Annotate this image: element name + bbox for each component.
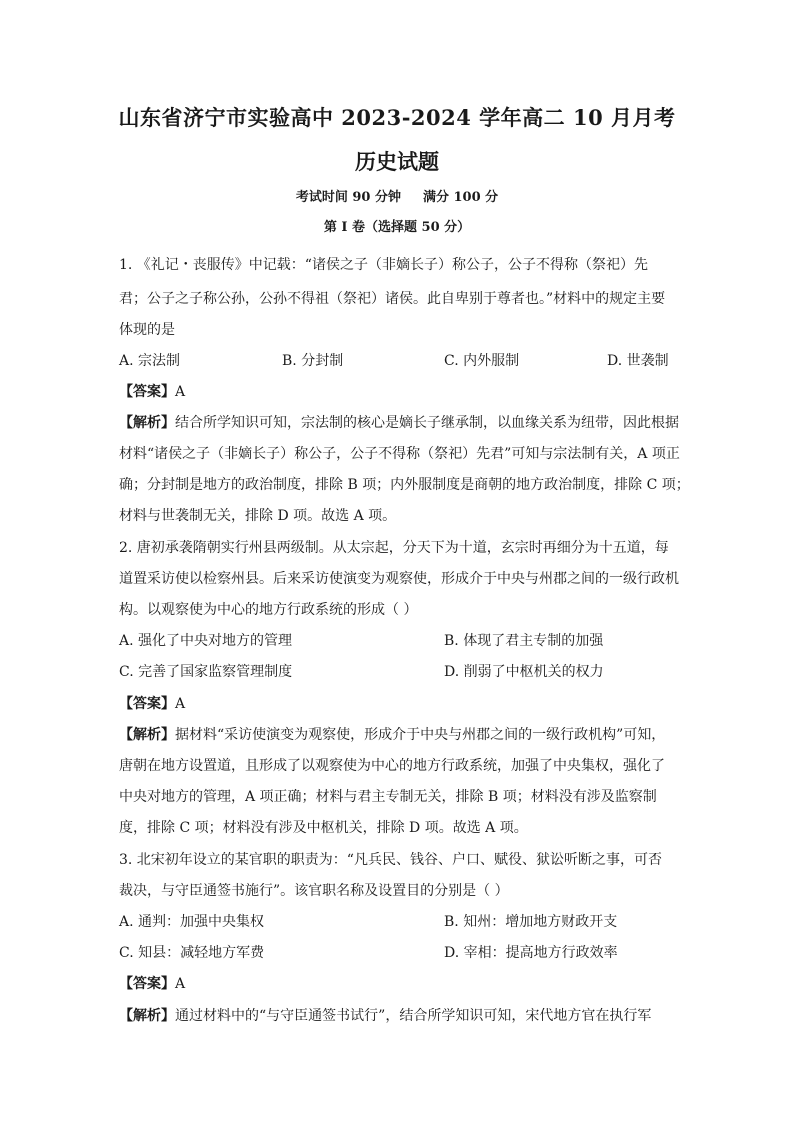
q2-analysis-line: 度，排除 C 项；材料没有涉及中枢机关，排除 D 项。故选 A 项。 xyxy=(119,820,528,836)
q1-option-d: D. 世袭制 xyxy=(607,353,669,369)
q1-analysis-line xyxy=(119,413,679,433)
q2-stem-line: 2. 唐初承袭隋朝实行州县两级制。从太宗起，分天下为十道，玄宗时再细分为十五道，每 xyxy=(119,540,669,556)
q2-option-b: B. 体现了君主专制的加强 xyxy=(444,633,604,649)
exam-title: 山东省济宁市实验高中 2023-2024 学年高二 10 月月考 xyxy=(118,105,676,130)
answer-label: 【答案】 xyxy=(119,696,175,712)
q1-analysis-line: 确；分封制是地方的政治制度，排除 B 项；内外服制度是商朝的地方政治制度，排除 C 项； xyxy=(119,477,690,493)
answer-value: A xyxy=(175,696,186,712)
q2-analysis-line: 中央对地方的管理，A 项正确；材料与君主专制无关，排除 B 项；材料没有涉及监察制 xyxy=(119,789,657,805)
q3-option-a: A. 通判：加强中央集权 xyxy=(119,914,265,930)
q1-option-b: B. 分封制 xyxy=(282,353,344,369)
analysis-label: 【解析】 xyxy=(119,727,175,743)
q2-option-a: A. 强化了中央对地方的管理 xyxy=(119,633,293,649)
q2-option-d: D. 削弱了中枢机关的权力 xyxy=(444,664,604,680)
q2-analysis-line xyxy=(119,725,679,745)
q3-stem-line: 3. 北宋初年设立的某官职的职责为：“凡兵民、钱谷、户口、赋役、狱讼听断之事，可否 xyxy=(119,852,662,868)
exam-time: 考试时间 90 分钟 xyxy=(295,190,401,205)
q2-stem-line: 道置采访使以检察州县。后来采访使演变为观察使，形成介于中央与州郡之间的一级行政机 xyxy=(119,571,679,587)
q3-answer xyxy=(119,974,679,994)
q1-option-c: C. 内外服制 xyxy=(444,353,520,369)
q2-option-c: C. 完善了国家监察管理制度 xyxy=(119,664,293,680)
full-score: 满分 100 分 xyxy=(422,190,499,205)
analysis-label: 【解析】 xyxy=(119,1008,175,1024)
q1-stem-line: 体现的是 xyxy=(119,322,175,338)
q3-option-b: B. 知州：增加地方财政开支 xyxy=(444,914,618,930)
answer-label: 【答案】 xyxy=(119,384,175,400)
exam-subject: 历史试题 xyxy=(355,149,439,174)
q2-stem-line: 构。以观察使为中心的地方行政系统的形成（ ） xyxy=(119,602,418,618)
q1-analysis-line: 材料与世袭制无关，排除 D 项。故选 A 项。 xyxy=(119,508,397,524)
q3-stem-line: 裁决，与守臣通签书施行”。该官职名称及设置目的分别是（ ） xyxy=(119,883,509,899)
q3-analysis-line xyxy=(119,1006,679,1026)
q3-option-c: C. 知县：减轻地方军费 xyxy=(119,945,265,961)
q2-analysis-line: 唐朝在地方设置道，且形成了以观察使为中心的地方行政系统，加强了中央集权，强化了 xyxy=(119,758,665,774)
analysis-text: 结合所学知识可知，宗法制的核心是嫡长子继承制，以血缘关系为纽带，因此根据 xyxy=(175,415,679,431)
answer-value: A xyxy=(175,384,186,400)
analysis-text: 通过材料中的“与守臣通签书试行”，结合所学知识可知，宋代地方官在执行军 xyxy=(175,1008,652,1024)
q3-option-d: D. 宰相：提高地方行政效率 xyxy=(444,945,618,961)
q2-answer xyxy=(119,694,679,714)
answer-value: A xyxy=(175,976,186,992)
analysis-text: 据材料“采访使演变为观察使，形成介于中央与州郡之间的一级行政机构”可知， xyxy=(175,727,666,743)
q1-option-a: A. 宗法制 xyxy=(119,353,181,369)
q1-stem-line: 君；公子之子称公孙，公孙不得祖（祭祀）诸侯。此自卑别于尊者也。”材料中的规定主要 xyxy=(119,291,666,307)
q1-stem-line: 1. 《礼记・丧服传》中记载：“诸侯之子（非嫡长子）称公子，公子不得称（祭祀）先 xyxy=(119,257,648,273)
q1-answer xyxy=(119,382,679,402)
answer-label: 【答案】 xyxy=(119,976,175,992)
exam-meta xyxy=(0,186,794,205)
analysis-label: 【解析】 xyxy=(119,415,175,431)
q1-analysis-line: 材料“诸侯之子（非嫡长子）称公子，公子不得称（祭祀）先君”可知与宗法制有关，A 项正 xyxy=(119,446,680,462)
section-heading: 第 I 卷（选择题 50 分） xyxy=(323,220,471,235)
